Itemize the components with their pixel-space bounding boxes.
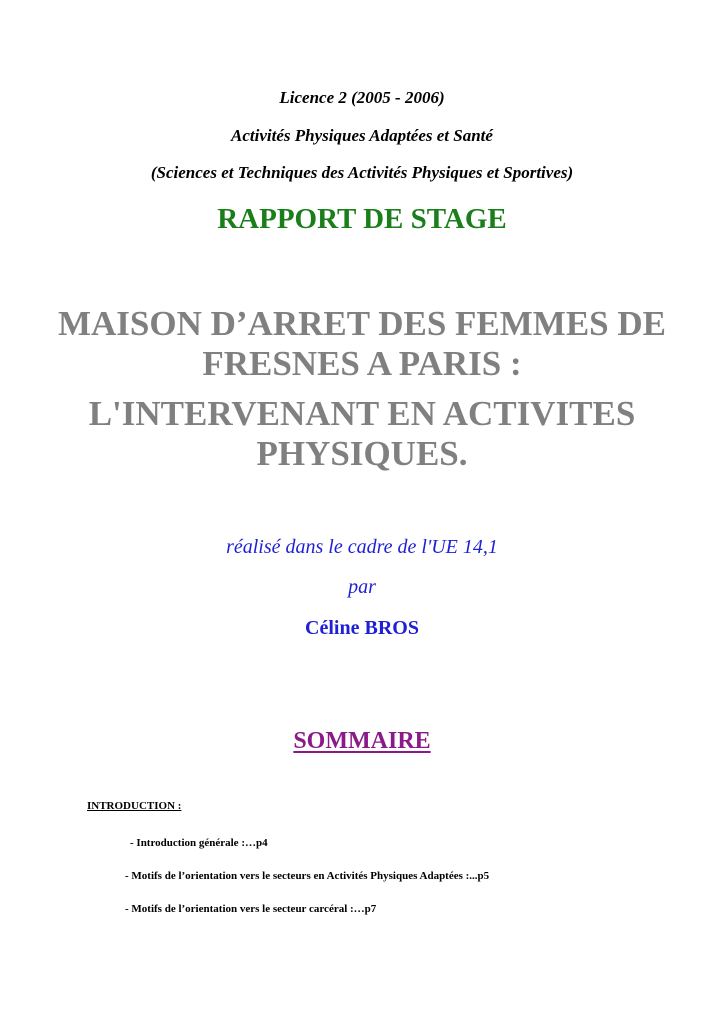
title-line-3: L'INTERVENANT EN ACTIVITES xyxy=(88,394,636,433)
program-line: Activités Physiques Adaptées et Santé xyxy=(231,126,493,145)
toc-item-motifs-carceral: - Motifs de l’orientation vers le secteur carcéral :…p7 xyxy=(125,903,377,915)
toc-item-motifs-apa: - Motifs de l’orientation vers le secteurs en Activités Physiques Adaptées :...p5 xyxy=(125,870,490,882)
title-line-2: FRESNES A PARIS : xyxy=(202,344,522,383)
licence-line: Licence 2 (2005 - 2006) xyxy=(279,88,445,107)
by-line: par xyxy=(348,576,376,598)
title-line-1: MAISON D’ARRET DES FEMMES DE xyxy=(57,304,667,343)
title-line-4: PHYSIQUES. xyxy=(256,434,468,473)
introduction-section-label: INTRODUCTION : xyxy=(87,800,182,812)
report-type-heading: RAPPORT DE STAGE xyxy=(217,203,507,235)
context-line: réalisé dans le cadre de l'UE 14,1 xyxy=(226,536,498,558)
author-name: Céline BROS xyxy=(305,617,419,639)
summary-heading: SOMMAIRE xyxy=(293,728,431,754)
staps-line: (Sciences et Techniques des Activités Physiques et Sportives) xyxy=(150,163,574,182)
title-spacer xyxy=(0,384,724,394)
toc-item-introduction-generale: - Introduction générale :…p4 xyxy=(130,837,268,849)
report-title xyxy=(0,304,724,474)
